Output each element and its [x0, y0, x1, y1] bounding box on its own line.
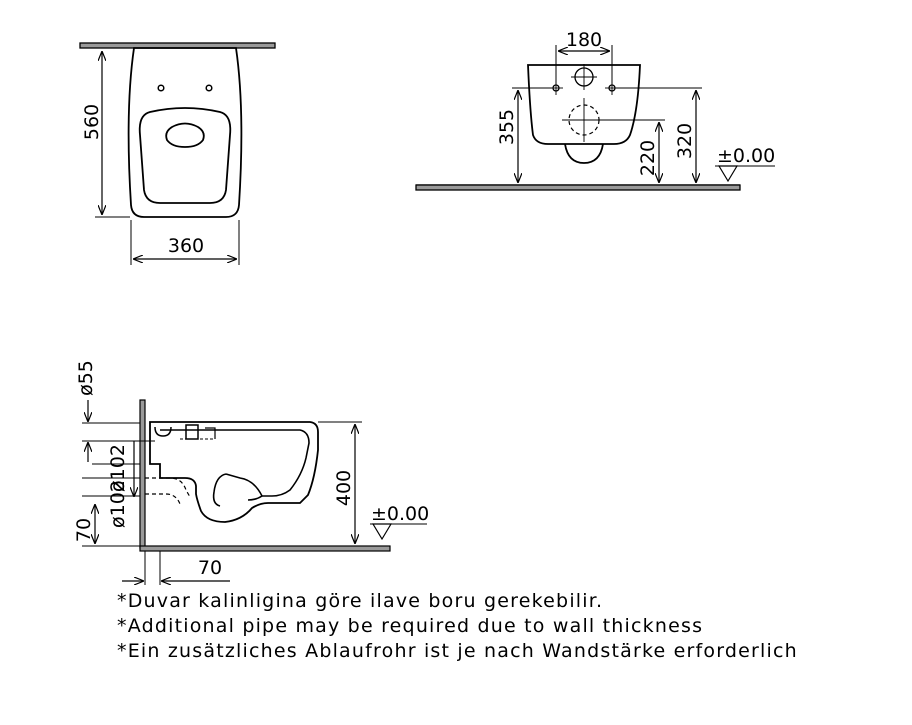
floor-bar-front [416, 185, 740, 190]
toilet-outline-side [150, 422, 318, 522]
bowl-inner-side [160, 430, 309, 496]
fix-height-label: 355 [496, 108, 518, 146]
note-english: *Additional pipe may be required due to wall thickness [117, 615, 704, 637]
front-view [416, 29, 775, 190]
length-label: 560 [81, 103, 103, 141]
outlet-diameter-label-upper: ø102 [107, 444, 129, 492]
fixing-hole-left [158, 85, 164, 91]
hole-spacing-label: 180 [565, 29, 603, 51]
floor-level-marker [719, 166, 737, 181]
wall-bar-side [140, 400, 145, 548]
floor-level-label-side: ±0.00 [371, 503, 430, 525]
floor-level-label: ±0.00 [717, 145, 776, 167]
outlet-front [565, 144, 603, 163]
wall-offset-label: 70 [197, 557, 223, 579]
inlet-diameter-label: ø55 [75, 360, 97, 396]
floor-level-marker-side [373, 524, 391, 539]
outlet-height-side-label: 70 [73, 517, 95, 543]
outlet-height-label: 220 [637, 139, 659, 177]
fixing-hole-right [206, 85, 212, 91]
outlet-pipe-side [145, 478, 190, 504]
side-view [73, 360, 429, 585]
top-height-label: 320 [674, 122, 696, 160]
width-label: 360 [167, 235, 205, 257]
note-german: *Ein zusätzliches Ablaufrohr ist je nach Wandstärke erforderlich [117, 640, 798, 662]
note-turkish: *Duvar kalinligina göre ilave boru gerekebilir. [117, 590, 604, 612]
bowl-outline-top [129, 48, 242, 217]
floor-bar-side [140, 546, 390, 551]
top-view [80, 43, 275, 265]
seat-outline [140, 108, 231, 203]
inlet-pipe-side [155, 427, 171, 436]
bowl-opening [166, 124, 204, 148]
outlet-diameter-label-lower: ø102 [107, 480, 129, 528]
height-label-side: 400 [333, 469, 355, 507]
